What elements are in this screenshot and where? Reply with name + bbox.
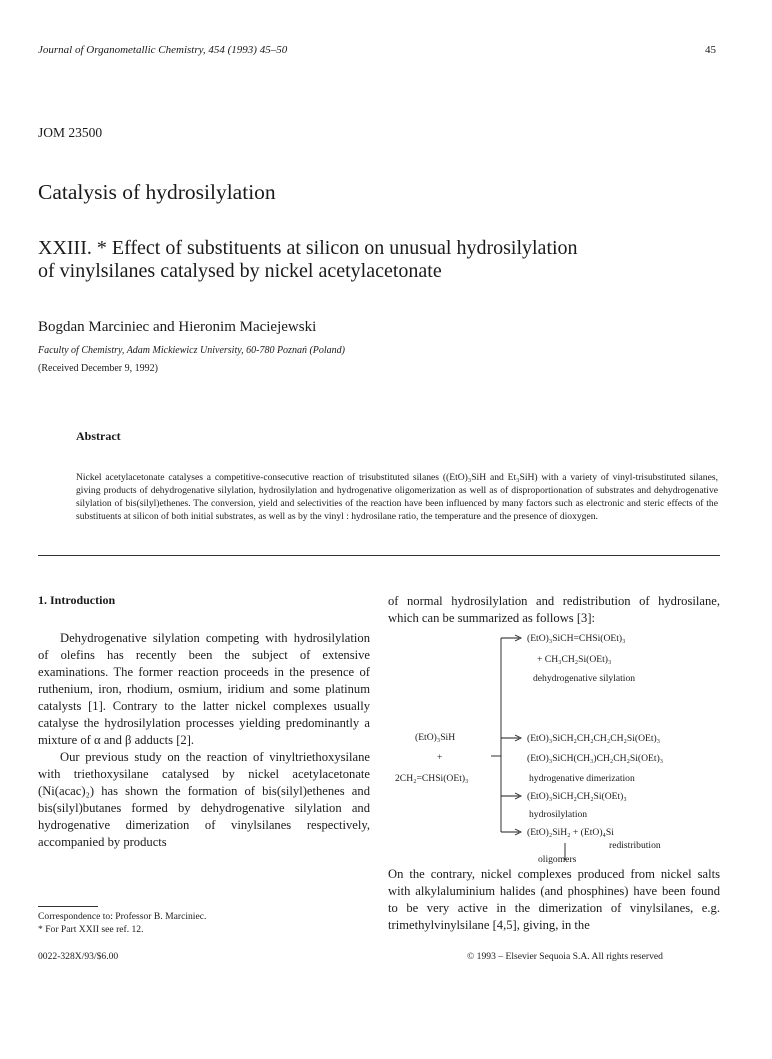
footnote-rule <box>38 906 98 907</box>
scheme-label-1: dehydrogenative silylation <box>533 673 636 684</box>
intro-paragraph-2: Our previous study on the reaction of vinyltriethoxysilane with triethoxysilane catalysed by nickel acetylacetonate (Ni(acac)₂) has shown the formation of bis(silyl)ethenes and bis(silyl)butanes formed by dehydrogenative silylation and hydrogenative dimerization of vinylsilanes respectively, accompanied by products <box>38 750 370 849</box>
page-number: 45 <box>705 44 716 56</box>
intro-paragraph-3: of normal hydrosilylation and redistribution of hydrosilane, which can be summarized as follows [3]: <box>388 594 720 625</box>
abstract-heading: Abstract <box>76 429 121 443</box>
right-column-top <box>388 593 720 627</box>
left-column <box>38 630 370 851</box>
scheme-reactant-2: 2CH₂=CHSi(OEt)₃ <box>395 773 469 784</box>
intro-paragraph-4: On the contrary, nickel complexes produced from nickel salts with alkylaluminium halides (and phosphines) have been found to be very active in the dimerization of vinylsilanes, e.g. trimethylvinylsilane [4,5], giving, in the <box>388 867 720 932</box>
issn-price: 0022-328X/93/$6.00 <box>38 951 119 962</box>
scheme-label-4: redistribution <box>609 840 661 851</box>
scheme-plus: + <box>437 752 443 763</box>
introduction-heading: 1. Introduction <box>38 593 116 607</box>
scheme-reactant-1: (EtO)₃SiH <box>415 732 456 743</box>
series-title: Catalysis of hydrosilylation <box>38 180 276 204</box>
intro-paragraph-1: Dehydrogenative silylation competing with hydrosilylation of olefins has recently been the subject of extensive examinations. The former reaction proceeds in the presence of ruthenium, iron, rhodium, osmium, iridium and some platinum catalysts [1]. Contrary to the latter nickel complexes usually catalyse the hydrosilylation processes yielding predominantly a mixture of α and β adducts [2]. <box>38 631 370 747</box>
journal-citation: Journal of Organometallic Chemistry, 454 (1993) 45–50 <box>38 44 288 56</box>
article-id: JOM 23500 <box>38 125 103 140</box>
section-divider <box>38 555 720 556</box>
scheme-product-1b: + CH₃CH₂Si(OEt)₃ <box>537 654 612 665</box>
footnote-correspondence: Correspondence to: Professor B. Marciniec. <box>38 911 207 922</box>
scheme-product-6: oligomers <box>538 854 577 865</box>
scheme-product-3: (EtO)₃SiCH(CH₃)CH₂CH₂Si(OEt)₃ <box>527 753 664 764</box>
scheme-label-2: hydrogenative dimerization <box>529 773 635 784</box>
scheme-product-4: (EtO)₃SiCH₂CH₂Si(OEt)₃ <box>527 791 627 802</box>
right-column-bottom <box>388 866 720 934</box>
authors: Bogdan Marciniec and Hieronim Maciejewski <box>38 319 317 335</box>
reaction-scheme <box>395 628 725 860</box>
scheme-label-3: hydrosilylation <box>529 809 588 820</box>
article-title <box>38 237 738 283</box>
title-line-1: XXIII. * Effect of substituents at silicon on unusual hydrosilylation <box>38 237 578 259</box>
scheme-product-5: (EtO)₂SiH₂ + (EtO)₄Si <box>527 827 614 838</box>
abstract-text: Nickel acetylacetonate catalyses a competitive-consecutive reaction of trisubstituted silanes ((EtO)₃SiH and Et₃SiH) with a variety of vinyl-trisubstituted silanes, giving products of dehydrogenative silylation, hydrosilylation and hydrogenative oligomerization as well as of disproportionation of substrates and dehydrogenative silylation of bis(silyl)ethenes. The conversion, yield and selectivities of the reaction have been influenced by many factors such as electronic and steric effects of the substituents at silicon of both initial substrates, as well as by the vinyl : hydrosilane ratio, the temperature and the presence of dioxygen. <box>76 472 718 522</box>
scheme-product-1: (EtO)₃SiCH=CHSi(OEt)₃ <box>527 633 626 644</box>
affiliation: Faculty of Chemistry, Adam Mickiewicz University, 60-780 Poznań (Poland) <box>38 345 345 356</box>
title-line-2: of vinylsilanes catalysed by nickel acetylacetonate <box>38 260 442 282</box>
footnote-part: * For Part XXII see ref. 12. <box>38 924 144 935</box>
received-date: (Received December 9, 1992) <box>38 363 158 374</box>
scheme-product-2: (EtO)₃SiCH₂CH₂CH₂CH₂Si(OEt)₃ <box>527 733 661 744</box>
copyright: © 1993 – Elsevier Sequoia S.A. All rights reserved <box>467 951 663 962</box>
